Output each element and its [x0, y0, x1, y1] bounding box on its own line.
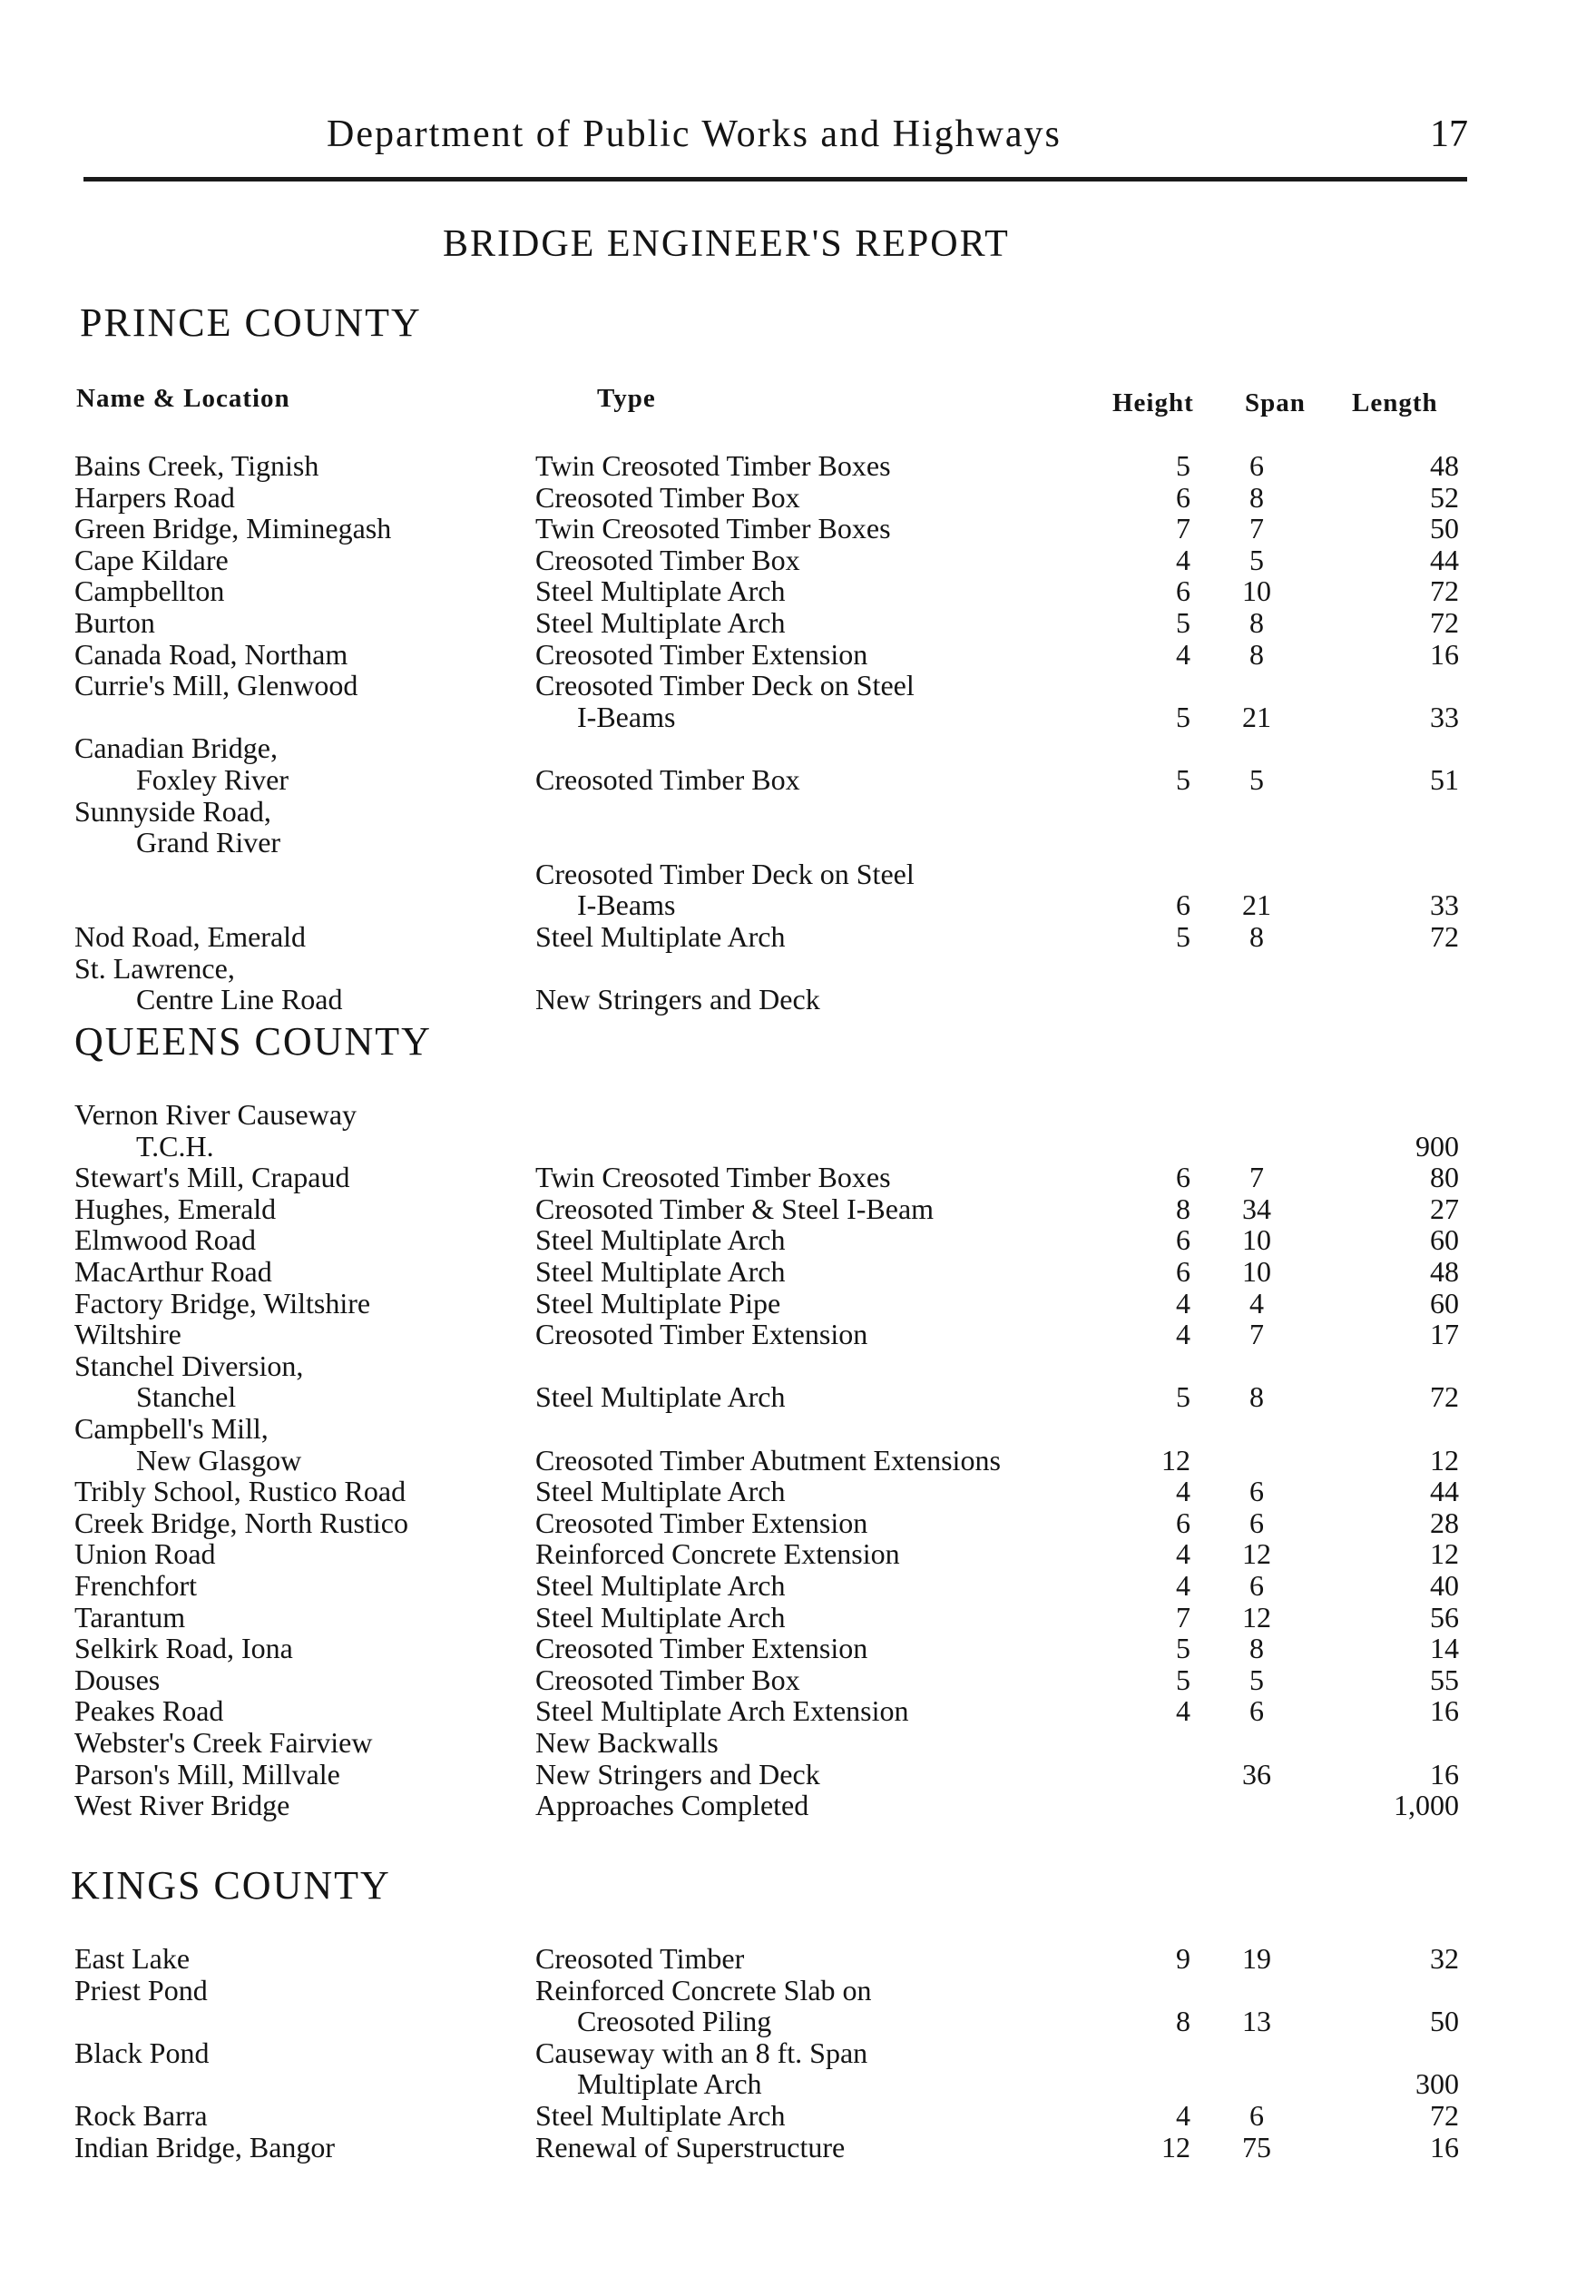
height-cell: 4: [1176, 1537, 1190, 1570]
span-cell: 6: [1249, 1569, 1264, 1602]
bridge-name-cell: Stanchel: [136, 1380, 237, 1413]
bridge-name-cell: Stanchel Diversion,: [74, 1349, 304, 1382]
span-cell: 12: [1242, 1537, 1271, 1570]
table-row: [0, 1789, 1596, 1821]
header-rule: [83, 177, 1467, 182]
height-cell: 12: [1161, 2131, 1190, 2164]
span-cell: 21: [1242, 888, 1271, 921]
span-cell: 7: [1249, 512, 1264, 545]
county-title-kings: KINGS COUNTY: [71, 1863, 391, 1908]
height-cell: 6: [1176, 481, 1190, 514]
length-cell: 12: [1430, 1537, 1459, 1570]
length-cell: 72: [1430, 574, 1459, 607]
bridge-type-cell: Creosoted Timber & Steel I-Beam: [535, 1192, 935, 1225]
table-row: [0, 795, 1596, 828]
bridge-type-cell: Steel Multiplate Arch: [535, 920, 786, 953]
table-row: [0, 1974, 1596, 2007]
bridge-type-cell: Reinforced Concrete Slab on: [535, 1974, 872, 2007]
bridge-name-cell: Elmwood Road: [74, 1223, 256, 1256]
bridge-type-cell: Creosoted Timber Extension: [535, 1506, 868, 1539]
length-cell: 16: [1430, 1694, 1459, 1727]
bridge-type-cell: Twin Creosoted Timber Boxes: [535, 512, 891, 545]
span-cell: 6: [1249, 2099, 1264, 2132]
table-row: [0, 731, 1596, 764]
col-header-type: Type: [597, 384, 656, 413]
col-header-name: Name & Location: [76, 384, 290, 413]
bridge-type-cell: Renewal of Superstructure: [535, 2131, 846, 2164]
bridge-name-cell: Frenchfort: [74, 1569, 198, 1602]
length-cell: 40: [1430, 1569, 1459, 1602]
table-row: [0, 1758, 1596, 1791]
table-row: [0, 1506, 1596, 1539]
bridge-name-cell: Creek Bridge, North Rustico: [74, 1506, 408, 1539]
height-cell: 4: [1176, 544, 1190, 576]
table-row: [0, 449, 1596, 482]
bridge-name-cell: Foxley River: [136, 763, 289, 796]
span-cell: 8: [1249, 481, 1264, 514]
bridge-type-cell: Steel Multiplate Arch: [535, 1475, 786, 1507]
bridge-name-cell: Factory Bridge, Wiltshire: [74, 1287, 371, 1320]
height-cell: 7: [1176, 512, 1190, 545]
length-cell: 32: [1430, 1942, 1459, 1975]
span-cell: 10: [1242, 1255, 1271, 1288]
table-row: [0, 2067, 1596, 2100]
length-cell: 48: [1430, 1255, 1459, 1288]
bridge-type-cell: Creosoted Timber Extension: [535, 1318, 868, 1350]
span-cell: 10: [1242, 574, 1271, 607]
span-cell: 21: [1242, 701, 1271, 733]
table-row: [0, 1537, 1596, 1570]
bridge-name-cell: Parson's Mill, Millvale: [74, 1758, 340, 1791]
bridge-type-cell: Steel Multiplate Pipe: [535, 1287, 781, 1320]
county-title-queens: QUEENS COUNTY: [74, 1019, 432, 1064]
span-cell: 7: [1249, 1161, 1264, 1193]
span-cell: 8: [1249, 638, 1264, 671]
length-cell: 52: [1430, 481, 1459, 514]
bridge-name-cell: T.C.H.: [136, 1130, 214, 1163]
length-cell: 1,000: [1394, 1789, 1459, 1821]
bridge-name-cell: Black Pond: [74, 2036, 210, 2069]
height-cell: 6: [1176, 574, 1190, 607]
height-cell: 5: [1176, 920, 1190, 953]
bridge-name-cell: St. Lawrence,: [74, 952, 235, 985]
bridge-name-cell: Hughes, Emerald: [74, 1192, 277, 1225]
table-row: [0, 1192, 1596, 1225]
table-row: [0, 2005, 1596, 2037]
length-cell: 28: [1430, 1506, 1459, 1539]
bridge-type-cell: New Stringers and Deck: [535, 1758, 820, 1791]
height-cell: 6: [1176, 1255, 1190, 1288]
table-row: [0, 888, 1596, 921]
length-cell: 16: [1430, 2131, 1459, 2164]
table-row: [0, 606, 1596, 639]
bridge-name-cell: Rock Barra: [74, 2099, 208, 2132]
table-row: [0, 1569, 1596, 1602]
height-cell: 9: [1176, 1942, 1190, 1975]
bridge-type-cell: Steel Multiplate Arch Extension: [535, 1694, 909, 1727]
height-cell: 5: [1176, 763, 1190, 796]
bridge-type-cell: Creosoted Timber Extension: [535, 1632, 868, 1664]
table-row: [0, 920, 1596, 953]
height-cell: 8: [1176, 1192, 1190, 1225]
length-cell: 72: [1430, 920, 1459, 953]
length-cell: 17: [1430, 1318, 1459, 1350]
height-cell: 6: [1176, 1161, 1190, 1193]
bridge-name-cell: Union Road: [74, 1537, 216, 1570]
bridge-type-cell: Steel Multiplate Arch: [535, 606, 786, 639]
length-cell: 51: [1430, 763, 1459, 796]
bridge-name-cell: Priest Pond: [74, 1974, 208, 2007]
bridge-name-cell: Grand River: [136, 826, 281, 859]
bridge-type-cell: I-Beams: [577, 701, 676, 733]
bridge-type-cell: Creosoted Timber Deck on Steel: [535, 669, 915, 702]
bridge-name-cell: Sunnyside Road,: [74, 795, 271, 828]
length-cell: 44: [1430, 544, 1459, 576]
bridge-name-cell: Indian Bridge, Bangor: [74, 2131, 336, 2164]
bridge-name-cell: Currie's Mill, Glenwood: [74, 669, 358, 702]
bridge-name-cell: Stewart's Mill, Crapaud: [74, 1161, 350, 1193]
bridge-name-cell: Bains Creek, Tignish: [74, 449, 319, 482]
span-cell: 19: [1242, 1942, 1271, 1975]
bridge-name-cell: Campbellton: [74, 574, 225, 607]
bridge-type-cell: Creosoted Timber: [535, 1942, 745, 1975]
table-row: [0, 1444, 1596, 1477]
height-cell: 4: [1176, 2099, 1190, 2132]
report-title: BRIDGE ENGINEER'S REPORT: [443, 223, 1010, 265]
height-cell: 4: [1176, 1287, 1190, 1320]
span-cell: 5: [1249, 1663, 1264, 1696]
table-row: [0, 1632, 1596, 1664]
length-cell: 900: [1415, 1130, 1459, 1163]
height-cell: 5: [1176, 1380, 1190, 1413]
bridge-type-cell: Creosoted Timber Box: [535, 1663, 800, 1696]
bridge-name-cell: Selkirk Road, Iona: [74, 1632, 293, 1664]
span-cell: 5: [1249, 544, 1264, 576]
bridge-type-cell: Steel Multiplate Arch: [535, 1380, 786, 1413]
bridge-name-cell: Douses: [74, 1663, 161, 1696]
bridge-type-cell: Creosoted Timber Box: [535, 763, 800, 796]
bridge-type-cell: Creosoted Timber Box: [535, 544, 800, 576]
table-row: [0, 983, 1596, 1016]
bridge-name-cell: MacArthur Road: [74, 1255, 272, 1288]
length-cell: 48: [1430, 449, 1459, 482]
height-cell: 4: [1176, 1475, 1190, 1507]
col-header-length: Length: [1352, 388, 1438, 417]
bridge-type-cell: Reinforced Concrete Extension: [535, 1537, 900, 1570]
length-cell: 56: [1430, 1601, 1459, 1634]
span-cell: 6: [1249, 1506, 1264, 1539]
span-cell: 34: [1242, 1192, 1271, 1225]
span-cell: 8: [1249, 1380, 1264, 1413]
table-row: [0, 638, 1596, 671]
span-cell: 7: [1249, 1318, 1264, 1350]
length-cell: 60: [1430, 1287, 1459, 1320]
bridge-type-cell: Steel Multiplate Arch: [535, 1601, 786, 1634]
table-row: [0, 701, 1596, 733]
table-row: [0, 1349, 1596, 1382]
height-cell: 4: [1176, 638, 1190, 671]
bridge-name-cell: Webster's Creek Fairview: [74, 1726, 373, 1759]
bridge-type-cell: Twin Creosoted Timber Boxes: [535, 449, 891, 482]
bridge-type-cell: Creosoted Piling: [577, 2005, 772, 2037]
table-row: [0, 2099, 1596, 2132]
length-cell: 44: [1430, 1475, 1459, 1507]
height-cell: 4: [1176, 1569, 1190, 1602]
bridge-type-cell: Multiplate Arch: [577, 2067, 762, 2100]
table-row: [0, 669, 1596, 702]
length-cell: 72: [1430, 2099, 1459, 2132]
bridge-type-cell: Twin Creosoted Timber Boxes: [535, 1161, 891, 1193]
length-cell: 14: [1430, 1632, 1459, 1664]
bridge-type-cell: Steel Multiplate Arch: [535, 1223, 786, 1256]
table-row: [0, 481, 1596, 514]
span-cell: 8: [1249, 920, 1264, 953]
table-row: [0, 574, 1596, 607]
bridge-type-cell: I-Beams: [577, 888, 676, 921]
bridge-type-cell: Steel Multiplate Arch: [535, 1255, 786, 1288]
length-cell: 12: [1430, 1444, 1459, 1477]
table-row: [0, 1223, 1596, 1256]
bridge-name-cell: Canada Road, Northam: [74, 638, 348, 671]
table-row: [0, 2131, 1596, 2164]
height-cell: 7: [1176, 1601, 1190, 1634]
bridge-name-cell: Vernon River Causeway: [74, 1098, 357, 1131]
bridge-name-cell: West River Bridge: [74, 1789, 290, 1821]
bridge-name-cell: New Glasgow: [136, 1444, 302, 1477]
height-cell: 6: [1176, 1223, 1190, 1256]
height-cell: 5: [1176, 1632, 1190, 1664]
table-row: [0, 1098, 1596, 1131]
table-row: [0, 544, 1596, 576]
height-cell: 5: [1176, 1663, 1190, 1696]
county-title-prince: PRINCE COUNTY: [80, 300, 422, 345]
bridge-name-cell: Tribly School, Rustico Road: [74, 1475, 406, 1507]
table-row: [0, 1601, 1596, 1634]
bridge-name-cell: Campbell's Mill,: [74, 1412, 269, 1445]
length-cell: 60: [1430, 1223, 1459, 1256]
length-cell: 50: [1430, 512, 1459, 545]
table-row: [0, 1412, 1596, 1445]
span-cell: 13: [1242, 2005, 1271, 2037]
bridge-type-cell: Creosoted Timber Abutment Extensions: [535, 1444, 1001, 1477]
height-cell: 5: [1176, 606, 1190, 639]
page-number: 17: [1430, 113, 1468, 155]
bridge-name-cell: Nod Road, Emerald: [74, 920, 307, 953]
length-cell: 300: [1415, 2067, 1459, 2100]
table-row: [0, 1726, 1596, 1759]
col-header-span: Span: [1245, 388, 1306, 417]
length-cell: 27: [1430, 1192, 1459, 1225]
span-cell: 6: [1249, 1475, 1264, 1507]
bridge-type-cell: Creosoted Timber Extension: [535, 638, 868, 671]
bridge-name-cell: Wiltshire: [74, 1318, 181, 1350]
height-cell: 8: [1176, 2005, 1190, 2037]
bridge-type-cell: Creosoted Timber Deck on Steel: [535, 858, 915, 890]
table-row: [0, 763, 1596, 796]
bridge-name-cell: Peakes Road: [74, 1694, 224, 1727]
length-cell: 16: [1430, 1758, 1459, 1791]
bridge-type-cell: Creosoted Timber Box: [535, 481, 800, 514]
length-cell: 72: [1430, 1380, 1459, 1413]
height-cell: 12: [1161, 1444, 1190, 1477]
span-cell: 12: [1242, 1601, 1271, 1634]
height-cell: 5: [1176, 701, 1190, 733]
span-cell: 75: [1242, 2131, 1271, 2164]
table-row: [0, 2036, 1596, 2069]
span-cell: 8: [1249, 606, 1264, 639]
length-cell: 50: [1430, 2005, 1459, 2037]
bridge-name-cell: Burton: [74, 606, 155, 639]
span-cell: 6: [1249, 449, 1264, 482]
span-cell: 4: [1249, 1287, 1264, 1320]
bridge-name-cell: East Lake: [74, 1942, 191, 1975]
bridge-type-cell: New Backwalls: [535, 1726, 719, 1759]
table-row: [0, 1161, 1596, 1193]
col-header-height: Height: [1112, 388, 1194, 417]
height-cell: 4: [1176, 1694, 1190, 1727]
height-cell: 4: [1176, 1318, 1190, 1350]
length-cell: 72: [1430, 606, 1459, 639]
table-row: [0, 952, 1596, 985]
span-cell: 8: [1249, 1632, 1264, 1664]
span-cell: 5: [1249, 763, 1264, 796]
length-cell: 16: [1430, 638, 1459, 671]
span-cell: 6: [1249, 1694, 1264, 1727]
length-cell: 33: [1430, 888, 1459, 921]
table-row: [0, 1380, 1596, 1413]
table-row: [0, 512, 1596, 545]
bridge-type-cell: Steel Multiplate Arch: [535, 574, 786, 607]
length-cell: 80: [1430, 1161, 1459, 1193]
height-cell: 6: [1176, 1506, 1190, 1539]
length-cell: 55: [1430, 1663, 1459, 1696]
table-row: [0, 1663, 1596, 1696]
page-header: [80, 113, 1468, 167]
bridge-type-cell: Steel Multiplate Arch: [535, 2099, 786, 2132]
bridge-name-cell: Canadian Bridge,: [74, 731, 278, 764]
bridge-type-cell: New Stringers and Deck: [535, 983, 820, 1016]
bridge-type-cell: Approaches Completed: [535, 1789, 809, 1821]
table-row: [0, 1942, 1596, 1975]
bridge-name-cell: Cape Kildare: [74, 544, 229, 576]
table-row: [0, 826, 1596, 859]
height-cell: 6: [1176, 888, 1190, 921]
department-title: Department of Public Works and Highways: [327, 113, 1062, 155]
table-row: [0, 1318, 1596, 1350]
table-row: [0, 858, 1596, 890]
bridge-name-cell: Tarantum: [74, 1601, 186, 1634]
bridge-name-cell: Green Bridge, Miminegash: [74, 512, 392, 545]
table-row: [0, 1130, 1596, 1163]
span-cell: 36: [1242, 1758, 1271, 1791]
span-cell: 10: [1242, 1223, 1271, 1256]
bridge-name-cell: Harpers Road: [74, 481, 235, 514]
bridge-type-cell: Steel Multiplate Arch: [535, 1569, 786, 1602]
table-row: [0, 1287, 1596, 1320]
table-row: [0, 1255, 1596, 1288]
bridge-name-cell: Centre Line Road: [136, 983, 343, 1016]
bridge-type-cell: Causeway with an 8 ft. Span: [535, 2036, 868, 2069]
table-row: [0, 1475, 1596, 1507]
table-row: [0, 1694, 1596, 1727]
height-cell: 5: [1176, 449, 1190, 482]
length-cell: 33: [1430, 701, 1459, 733]
